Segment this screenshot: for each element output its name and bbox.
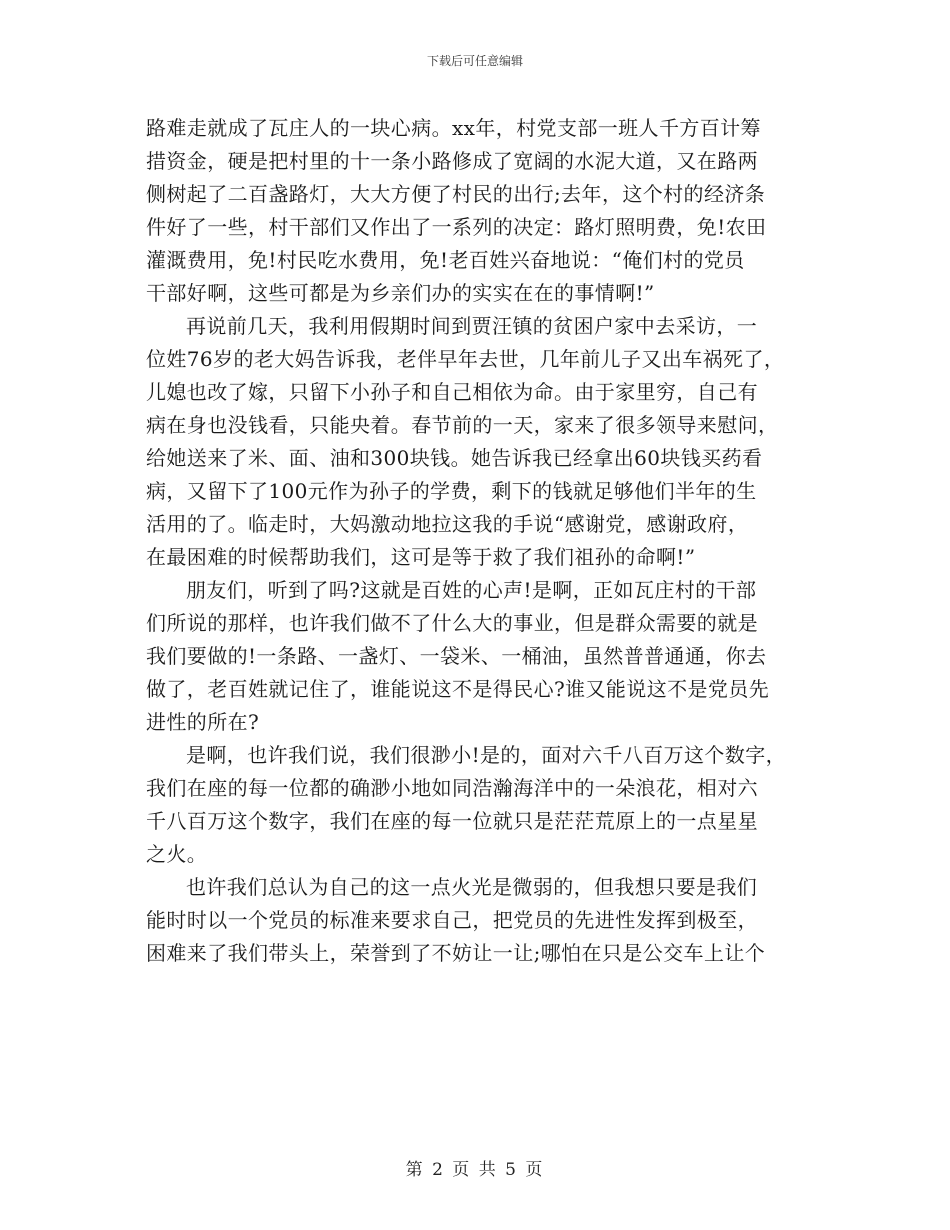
text-line: 病在身也没钱看，只能央着。春节前的一天，家来了很多领导来慰问， [146, 413, 779, 437]
paragraph [146, 310, 818, 574]
text-line: 能时时以一个党员的标准来要求自己，把党员的先进性发挥到极至， [146, 908, 758, 932]
text-line: 我们要做的!一条路、一盏灯、一袋米、一桶油，虽然普普通通，你去 [146, 644, 767, 668]
text-line: 千八百万这个数字，我们在座的每一位就只是茫茫荒原上的一点星星 [146, 809, 758, 833]
page-number: 第 2 页 共 5 页 [405, 1160, 545, 1180]
text-line: 儿媳也改了嫁，只留下小孙子和自己相依为命。由于家里穷，自己有 [146, 380, 758, 404]
text-line: 给她送来了米、面、油和300块钱。她告诉我已经拿出60块钱买药看 [146, 446, 763, 470]
text-line: 病，又留下了100元作为孙子的学费，剩下的钱就足够他们半年的生 [146, 479, 757, 503]
text-line: 困难来了我们带头上，荣誉到了不妨让一让;哪怕在只是公交车上让个 [146, 941, 766, 965]
text-line: 件好了一些，村干部们又作出了一系列的决定：路灯照明费，免!农田 [146, 215, 767, 239]
text-line: 也许我们总认为自己的这一点火光是微弱的，但我想只要是我们 [186, 875, 758, 899]
text-line: 朋友们，听到了吗?这就是百姓的心声!是啊，正如瓦庄村的干部 [186, 578, 757, 602]
text-line: 再说前几天，我利用假期时间到贾汪镇的贫困户家中去采访，一 [186, 314, 758, 338]
page-header: 下载后可任意编辑 [426, 54, 523, 68]
text-line: 进性的所在? [146, 710, 260, 734]
paragraph [146, 871, 818, 970]
text-line: 活用的了。临走时，大妈激动地拉这我的手说“感谢党，感谢政府， [146, 512, 749, 536]
text-line: 位姓76岁的老大妈告诉我，老伴早年去世，几年前儿子又出车祸死了， [146, 347, 785, 371]
text-line: 干部好啊，这些可都是为乡亲们办的实实在在的事情啊!” [146, 281, 655, 305]
paragraph [146, 112, 818, 310]
text-line: 做了，老百姓就记住了，谁能说这不是得民心?谁又能说这不是党员先 [146, 677, 770, 701]
text-line: 我们在座的每一位都的确渺小地如同浩瀚海洋中的一朵浪花，相对六 [146, 776, 758, 800]
paragraph [146, 574, 818, 739]
text-line: 们所说的那样，也许我们做不了什么大的事业，但是群众需要的就是 [146, 611, 758, 635]
text-line: 措资金，硬是把村里的十一条小路修成了宽阔的水泥大道，又在路两 [146, 149, 758, 173]
document-body [146, 112, 818, 970]
paragraph [146, 739, 818, 871]
text-line: 灌溉费用，免!村民吃水费用，免!老百姓兴奋地说：“俺们村的党员 [146, 248, 745, 272]
text-line: 在最困难的时候帮助我们，这可是等于救了我们祖孙的命啊!” [146, 545, 696, 569]
text-line: 路难走就成了瓦庄人的一块心病。xx年，村党支部一班人千方百计筹 [146, 116, 761, 140]
text-line: 之火。 [146, 842, 208, 866]
text-line: 侧树起了二百盏路灯，大大方便了村民的出行;去年，这个村的经济条 [146, 182, 766, 206]
text-line: 是啊，也许我们说，我们很渺小!是的，面对六千八百万这个数字， [186, 743, 787, 767]
